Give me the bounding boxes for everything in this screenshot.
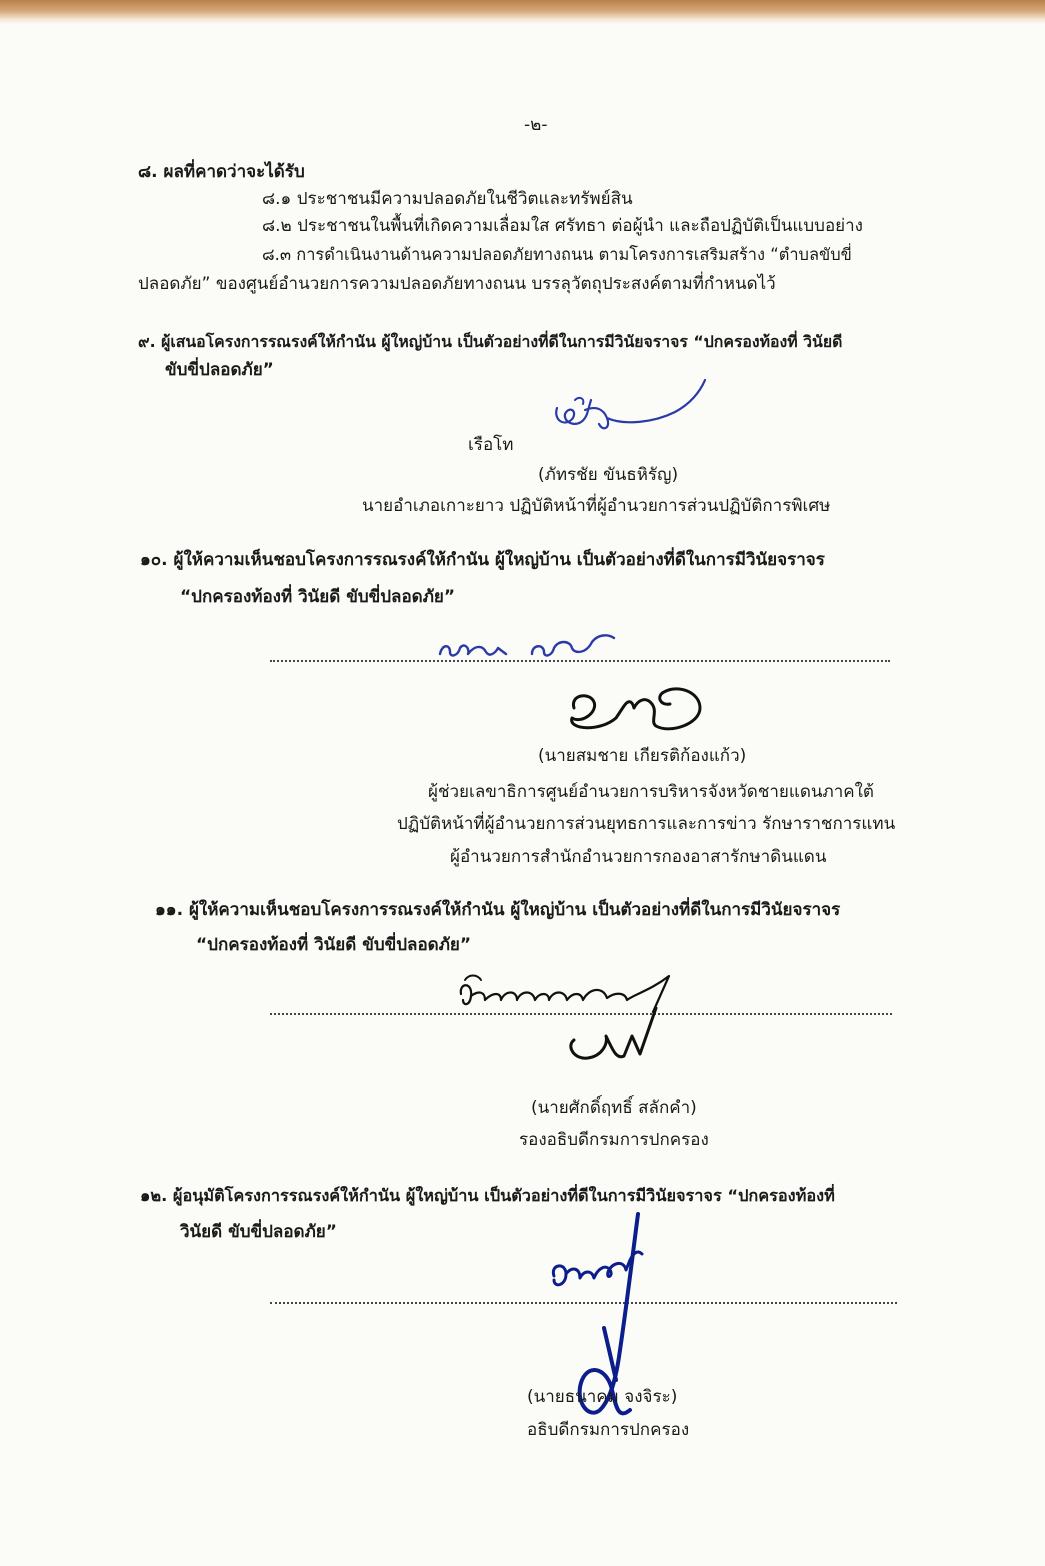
- signature-section-9: [545, 370, 715, 450]
- section-10-signer-position-3: ผู้อำนวยการสำนักอำนวยการกองอาสารักษาดินแดน: [450, 847, 827, 867]
- section-11-signer-position: รองอธิบดีกรมการปกครอง: [519, 1130, 709, 1150]
- section-11-heading-line-1: ๑๑. ผู้ให้ความเห็นชอบโครงการรณรงค์ให้กำนัน ผู้ใหญ่บ้าน เป็นตัวอย่างที่ดีในการมีวินัยจราจร: [155, 900, 841, 920]
- page-top-edge: [0, 0, 1045, 24]
- section-11-heading-line-2: “ปกครองท้องที่ วินัยดี ขับขี่ปลอดภัย”: [196, 935, 472, 955]
- section-10-signer-position-2: ปฏิบัติหน้าที่ผู้อำนวยการส่วนยุทธการและการข่าว รักษาราชการแทน: [397, 814, 896, 834]
- section-12-heading-line-1: ๑๒. ผู้อนุมัติโครงการรณรงค์ให้กำนัน ผู้ใหญ่บ้าน เป็นตัวอย่างที่ดีในการมีวินัยจราจร “ปกครองท้องที่: [140, 1186, 835, 1205]
- section-10-heading-line-2: “ปกครองท้องที่ วินัยดี ขับขี่ปลอดภัย”: [180, 587, 456, 607]
- section-9-rank: เรือโท: [468, 435, 514, 455]
- section-8-item-2: ๘.๒ ประชาชนในพื้นที่เกิดความเลื่อมใส ศรัทธา ต่อผู้นำ และถือปฏิบัติเป็นแบบอย่าง: [262, 216, 863, 236]
- section-11-signer-name: (นายศักดิ์ฤทธิ์ สลักคำ): [531, 1098, 697, 1118]
- section-10-signer-position-1: ผู้ช่วยเลขาธิการศูนย์อำนวยการบริหารจังหวัดชายแดนภาคใต้: [428, 782, 874, 802]
- section-9-signer-position: นายอำเภอเกาะยาว ปฏิบัติหน้าที่ผู้อำนวยการส่วนปฏิบัติการพิเศษ: [362, 496, 831, 516]
- page-number: -๒-: [524, 115, 548, 135]
- section-8-item-3-line-1: ๘.๓ การดำเนินงานด้านความปลอดภัยทางถนน ตามโครงการเสริมสร้าง “ตำบลขับขี่: [262, 245, 852, 264]
- section-8-item-1: ๘.๑ ประชาชนมีความปลอดภัยในชีวิตและทรัพย์สิน: [262, 189, 633, 209]
- section-8-heading: ๘. ผลที่คาดว่าจะได้รับ: [138, 162, 305, 182]
- section-12-signer-name: (นายธนาคม จงจิระ): [527, 1387, 678, 1407]
- section-10-heading-line-1: ๑๐. ผู้ให้ความเห็นชอบโครงการรณรงค์ให้กำนัน ผู้ใหญ่บ้าน เป็นตัวอย่างที่ดีในการมีวินัยจราจร: [140, 550, 825, 570]
- section-8-item-3-line-2: ปลอดภัย” ของศูนย์อำนวยการความปลอดภัยทางถนน บรรลุวัตถุประสงค์ตามที่กำหนดไว้: [138, 274, 776, 294]
- section-10-signer-name: (นายสมชาย เกียรติก้องแก้ว): [538, 746, 747, 766]
- signature-section-11: [560, 1000, 680, 1080]
- handwritten-note-section-10: [436, 624, 626, 664]
- section-12-heading-line-2: วินัยดี ขับขี่ปลอดภัย”: [180, 1222, 337, 1242]
- section-9-heading-line-1: ๙. ผู้เสนอโครงการรณรงค์ให้กำนัน ผู้ใหญ่บ้าน เป็นตัวอย่างที่ดีในการมีวินัยจราจร “ปกครองท้องที่ วินัยดี: [138, 332, 843, 351]
- signature-section-10: [560, 678, 720, 738]
- section-12-signer-position: อธิบดีกรมการปกครอง: [527, 1420, 690, 1440]
- section-9-signer-name: (ภัทรชัย ขันธหิรัญ): [538, 465, 679, 485]
- section-9-heading-line-2: ขับขี่ปลอดภัย”: [165, 360, 274, 380]
